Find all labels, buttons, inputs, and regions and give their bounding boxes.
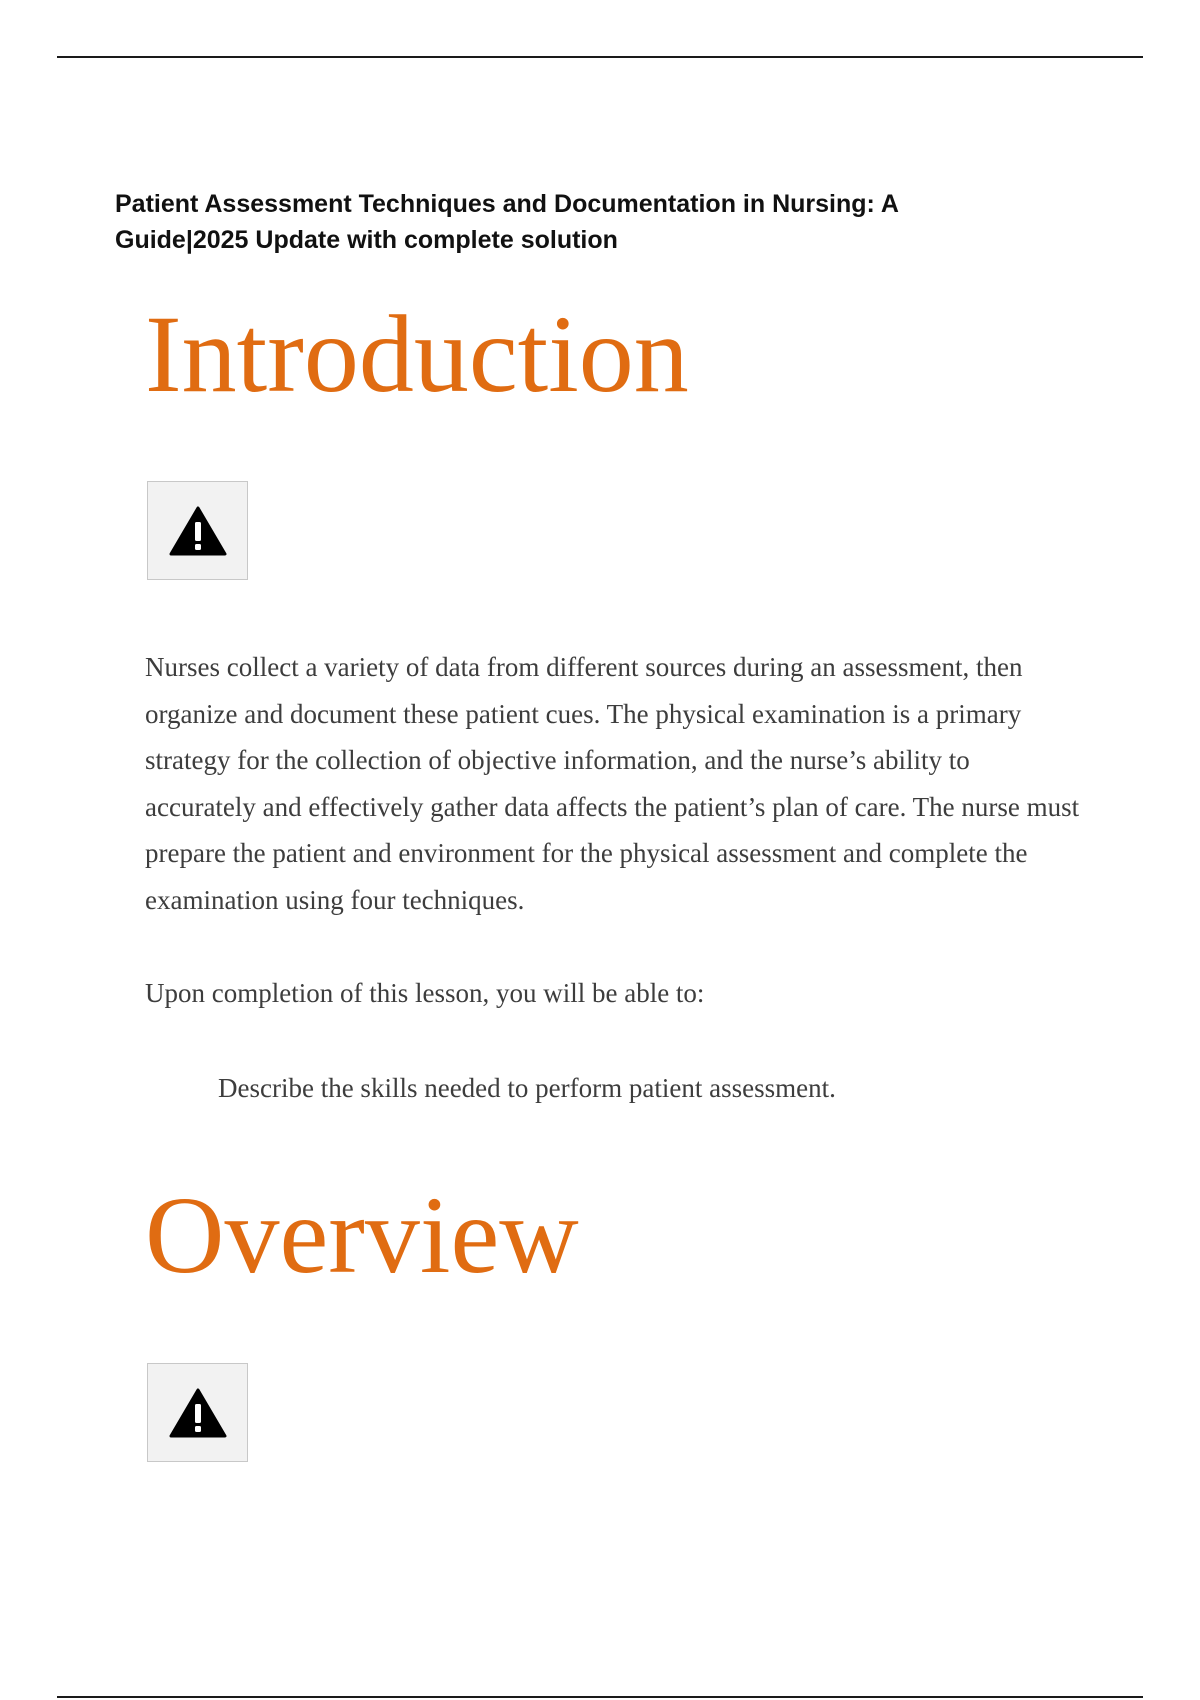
overview-heading: Overview: [145, 1174, 579, 1296]
introduction-heading: Introduction: [145, 293, 689, 415]
warning-icon: [169, 1388, 227, 1438]
warning-icon: [169, 506, 227, 556]
bottom-divider: [57, 1696, 1143, 1698]
broken-image-placeholder: [147, 481, 248, 580]
introduction-paragraph: Nurses collect a variety of data from different sources during an assessment, then organize and document these patient cues. The physical examination is a primary strategy for the collection of objective information, and the nurse’s ability to accurately and effectively gather data affects the patient’s plan of care. The nurse must prepare the patient and environment for the physical assessment and complete the examination using four techniques.: [145, 652, 1080, 915]
objectives-lead-in: Upon completion of this lesson, you will be able to:: [145, 978, 705, 1008]
document-title: Patient Assessment Techniques and Documentation in Nursing: A Guide|2025 Update with complete solution: [115, 190, 898, 254]
broken-image-placeholder: [147, 1363, 248, 1462]
top-divider: [57, 56, 1143, 58]
learning-objective-item: Describe the skills needed to perform patient assessment.: [218, 1073, 836, 1103]
